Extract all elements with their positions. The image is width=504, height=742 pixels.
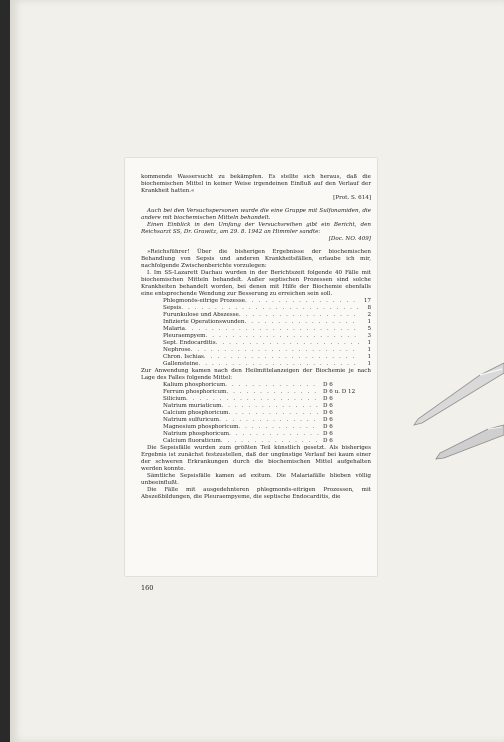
case-row: Furunkulose und Abszesse . . . 2 — [141, 312, 371, 319]
document-body — [141, 174, 371, 501]
paragraph-3: Zur Anwendung kamen nach den Heilmittelanzeigen der Biochemie je nach Lage des Falles folgende Mittel: — [141, 368, 371, 381]
remedy-row: Calcium phosphoricum . . . D 6 — [141, 410, 371, 417]
paragraph-5: Sämtliche Sepsisfälle kamen ad exitum. Die Malariafälle blieben völlig unbeeinflußt. — [141, 473, 371, 486]
case-row: Nephrose . . . 1 — [141, 347, 371, 354]
case-row: Infizierte Operationswunden . . . 1 — [141, 319, 371, 326]
paragraph-4: Die Sepsisfälle wurden zum größten Teil künstlich gesetzt. Als bisheriges Ergebnis ist zunächst festzustellen, daß der ungünstige Verlauf bei kaum einer der schweren Erkrankungen durch die biochemischen Mittel aufgehalten werden konnte. — [141, 445, 371, 472]
case-row: Chron. Ischias . . . 1 — [141, 354, 371, 361]
case-row: Phlegmonös-eitrige Prozesse . . . 17 — [141, 298, 371, 305]
remedy-row: Silicium . . . D 6 — [141, 396, 371, 403]
case-list — [141, 298, 371, 368]
italic-note-1: Auch bei den Versuchspersonen wurde die eine Gruppe mit Sulfonamiden, die andere mit biochemischen Mitteln behandelt. — [141, 208, 371, 221]
remedy-row: Kalium phosphoricum . . . D 6 — [141, 382, 371, 389]
top-reference: [Prot. S. 614] — [333, 195, 371, 201]
paragraph-2: I. Im SS-Lazarett Dachau wurden in der Berichtszeit folgende 40 Fälle mit biochemischen Mitteln behandelt. Außer septischen Prozessen sind solche Krankheiten behandelt worden, bei denen mit Hilfe der Biochemie ebenfalls eine entsprechende Wendung zur Besserung zu erreichen sein soll. — [141, 270, 371, 297]
remedy-row: Natrium sulfuricum . . . D 6 — [141, 417, 371, 424]
case-row: Pleuraempyem . . . 3 — [141, 333, 371, 340]
page-number: 160 — [141, 584, 154, 592]
case-row: Sept. Endocarditis . . . 1 — [141, 340, 371, 347]
tweezers-icon — [410, 355, 504, 475]
top-quote: kommende Wassersucht zu bekämpfen. Es stellte sich heraus, daß die biochemischen Mittel in keiner Weise irgendeinen Einfluß auf den Verlauf der Krankheit hatten.« [Prot. S. 614] — [141, 174, 371, 201]
case-row: Gallensteine . . . 1 — [141, 361, 371, 368]
remedy-row: Magnesium phosphoricum . . . D 6 — [141, 424, 371, 431]
remedy-row: Natrium muriaticum . . . D 6 — [141, 403, 371, 410]
remedy-row: Calcium fluoraticum . . . D 6 — [141, 438, 371, 445]
paragraph-6: Die Fälle mit ausgedehnteren phlegmonös-eitrigen Prozessen, mit Abszeßbildungen, die Pleuraempyeme, die septische Endocarditis, die — [141, 487, 371, 500]
case-row: Malaria . . . 5 — [141, 326, 371, 333]
italic-note-2: Einen Einblick in den Umfang der Versuchsreihen gibt ein Bericht, den Reichsarzt SS, Dr. Grawitz, am 29. 8. 1942 an Himmler sandte: [Doc. NO. 409] — [141, 222, 371, 242]
remedy-row: Natrium phosphoricum . . . D 6 — [141, 431, 371, 438]
paragraph-1: »Reichsführer! Über die bisherigen Ergebnisse der biochemischen Behandlung von Sepsis und anderen Krankheitsfällen, erlaube ich mir, nachfolgende Zwischenberichte vorzulegen: — [141, 249, 371, 269]
case-row: Sepsis . . . 8 — [141, 305, 371, 312]
remedy-list — [141, 382, 371, 445]
remedy-row: Ferrum phosphoricum . . . D 6 u. D 12 — [141, 389, 371, 396]
italic-reference: [Doc. NO. 409] — [328, 236, 371, 242]
